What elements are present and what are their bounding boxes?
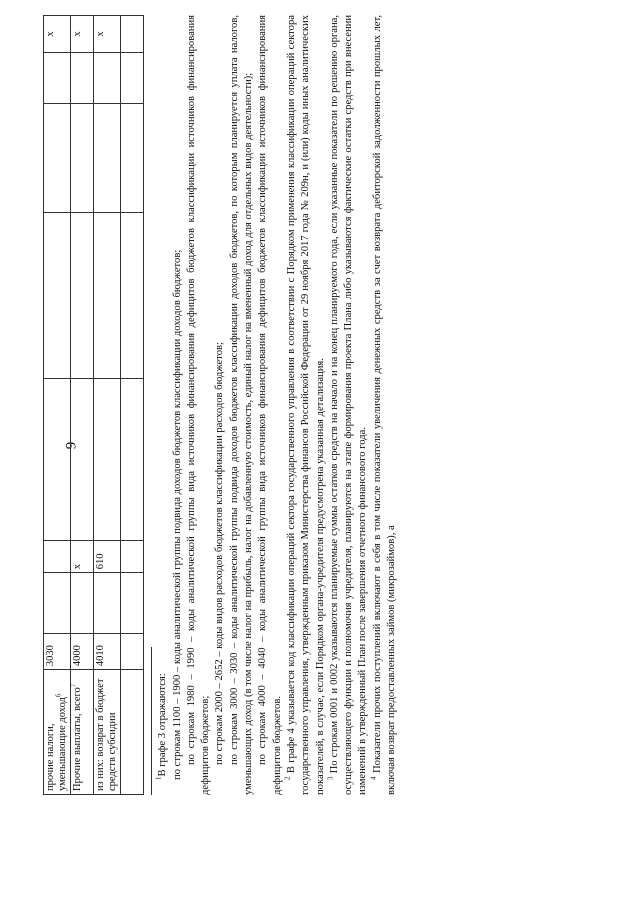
table-cell [44,573,71,634]
row-label [121,670,144,795]
row-code: 4000 [71,634,94,670]
row-label: Прочие выплаты, всего$^7$ [71,670,94,795]
plan-table [43,15,144,795]
table-cell [71,573,94,634]
table-row [71,16,94,795]
table-cell [121,573,144,634]
table-cell [44,53,71,104]
table-cell [121,379,144,541]
page-number: 9 [63,441,80,450]
table-cell: х [71,16,94,53]
table-cell [121,103,144,212]
table-cell [94,379,121,541]
footnote-4: $^4$ Показатели прочих поступлений включают в себя в том числе показатели увеличения денежных средств за счет возврата дебиторской задолженности прошлых лет, включая возврат предоставленных займов (микрозаймов), а [369,15,397,795]
table-row [44,16,71,795]
table-cell [71,379,94,541]
table-cell [94,103,121,212]
table-cell [71,53,94,104]
footnote-1-item: по строкам 3000 – 3030 – коды аналитической группы подвида доходов бюджетов классификации доходов бюджетов, по которым планируется уплата налогов, уменьшающих доход (в том числе налог на прибыль, налог на добавленную стоимость, единый налог на вмененный доход для отдельных видов деятельности); [228,15,255,795]
footnote-3: $^3$ По строкам 0001 и 0002 указываются планируемые суммы остатков средств на начало и на конец планируемого года, если указанные показатели по решению органа, осуществляющего функции и полномочия учредителя, планируются на этапе формирования проекта Плана либо указываются фактические остатки средств при внесении изменений в утвержденный План после завершения отчетного финансового года. [326,15,369,795]
table-cell: 610 [94,541,121,573]
rotated-page-content [43,15,593,795]
table-cell [94,573,121,634]
row-code: 4010 [94,634,121,670]
table-cell [71,103,94,212]
table-cell: х [71,541,94,573]
table-cell [121,212,144,379]
footnote-1-item: по строкам 1980 – 1990 – коды аналитической группы вида источников финансирования дефицитов бюджетов классификации источников финансирования дефицитов бюджетов; [185,15,212,795]
table-cell [121,16,144,53]
row-code: 3030 [44,634,71,670]
row-label: прочие налоги, уменьшающие доход$^6$ [44,670,71,795]
footnote-2: $^2$ В графе 4 указывается код классификации операций сектора государственного управления в соответствии с Порядком применения классификации операций сектора государственного управления, утвержденным приказом Министерства финансов Российской Федерации от 29 ноября 2017 года № 209н, и (или) коды иных аналитических показателей, в случае, если Порядком органа-учредителя предусмотрена указанная детализация. [283,15,326,795]
table-cell [44,103,71,212]
table-row [121,16,144,795]
row-code [121,634,144,670]
table-cell [44,541,71,573]
footnote-1-item: по строкам 2000 – 2652 – коды видов расходов бюджетов классификации расходов бюджетов; [214,342,226,765]
row-label: из них: возврат в бюджет средств субсидии [94,670,121,795]
table-cell: х [44,16,71,53]
table-cell: х [94,16,121,53]
footnote-1-item: по строкам 1100 – 1900 – коды аналитической группы подвида доходов бюджетов классификации доходов бюджетов; [171,249,183,780]
footnote-separator [151,647,152,795]
table-cell [121,53,144,104]
table-cell [94,212,121,379]
table-cell [71,212,94,379]
footnote-1-intro: $^1$В графе 3 отражаются: [154,673,169,780]
table-cell [44,379,71,541]
footnote-1-item: по строкам 4000 – 4040 – коды аналитической группы вида источников финансирования дефицитов бюджетов классификации источников финансирования дефицитов бюджетов. [257,15,283,795]
footnotes [156,15,399,795]
table-row [94,16,121,795]
table-cell [44,212,71,379]
table-cell [121,541,144,573]
table-cell [94,53,121,104]
